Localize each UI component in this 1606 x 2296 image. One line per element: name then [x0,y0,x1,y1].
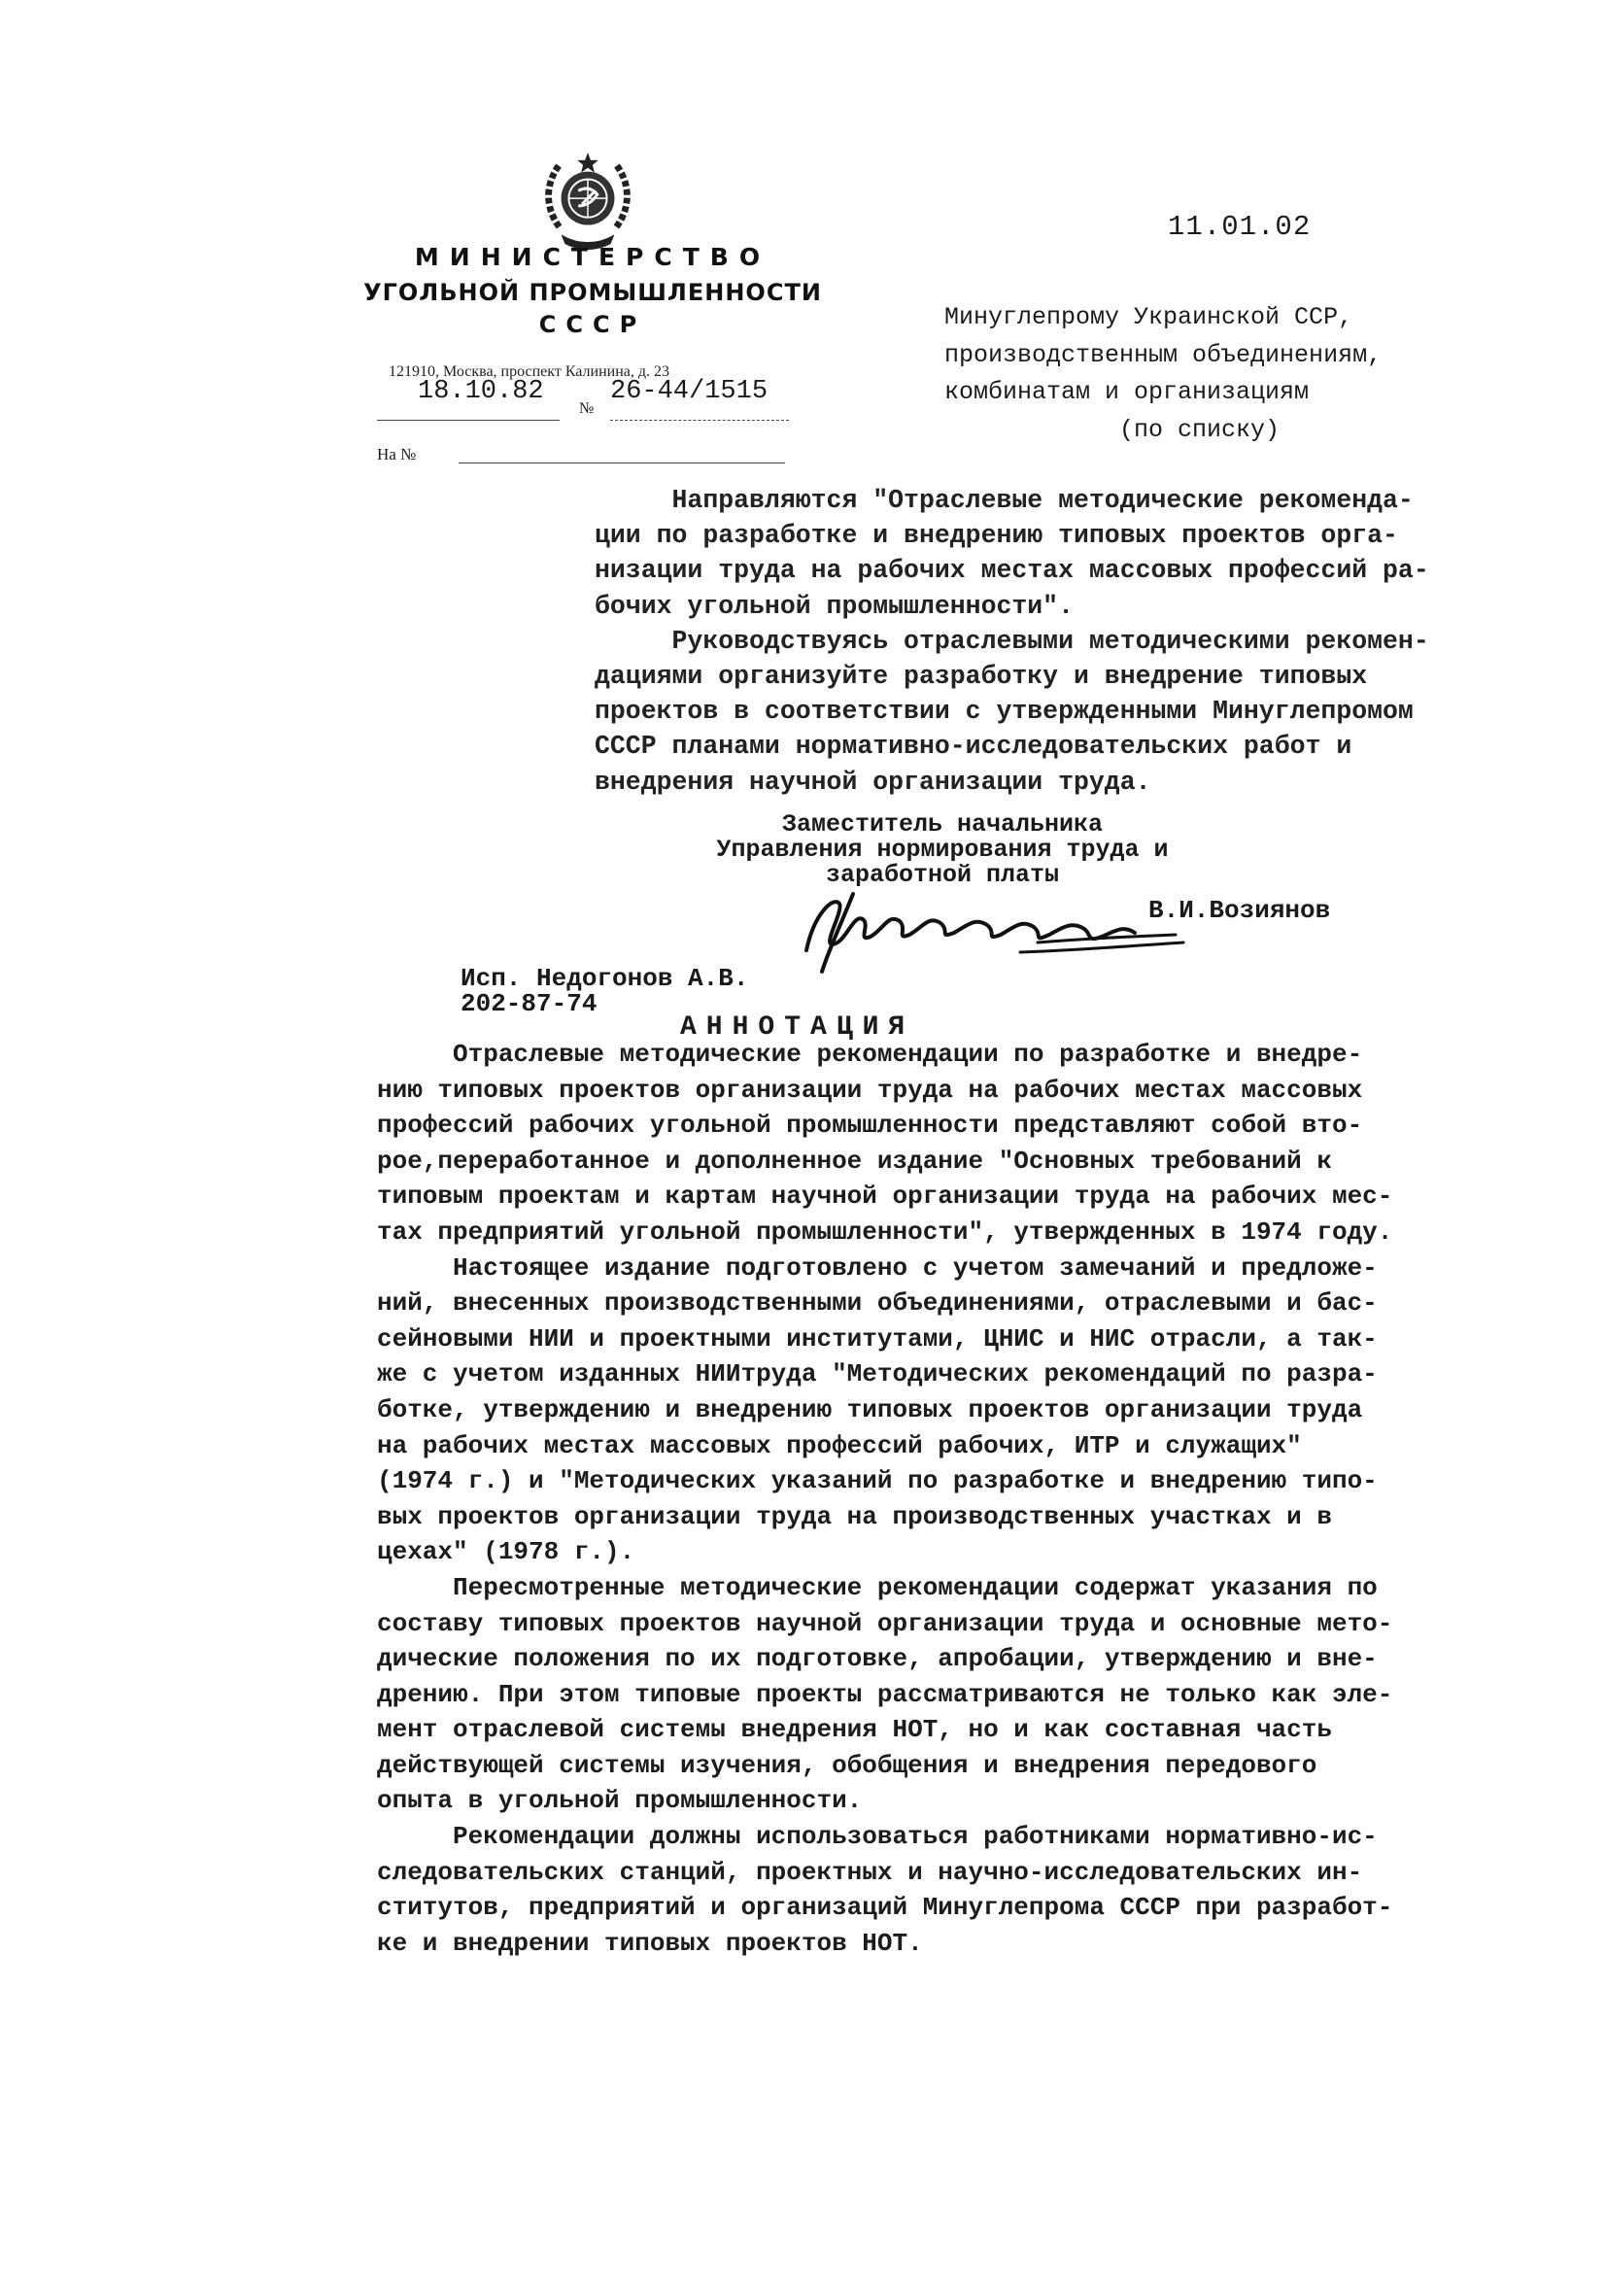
annotation-line: (1974 г.) и "Методических указаний по разработке и внедрению типо- [377,1466,1378,1496]
annotation-line: следовательских станций, проектных и научно-исследовательских ин- [377,1857,1363,1887]
annotation-line: цехах" (1978 г.). [377,1537,635,1567]
annotation-line: Отраслевые методические рекомендации по разработке и внедре- [377,1040,1363,1069]
signatory-name: В.И.Возиянов [1148,896,1331,925]
annotation-line: сейновыми НИИ и проектными институтами, ЦНИС и НИС отрасли, а так- [377,1323,1378,1354]
annotation-line: дические положения по их подготовке, апробации, утверждению и вне- [377,1644,1378,1674]
annotation-heading: АННОТАЦИЯ [680,1012,915,1043]
annotation-line: тах предприятий угольной промышленности", утвержденных в 1974 году. [377,1217,1393,1247]
number-underline [610,420,789,421]
signatory-title-line: заработной платы [825,861,1060,889]
annotation-line: вых проектов организации труда на производственных участках и в [377,1501,1332,1531]
letter-line: внедрения научной организации труда. [595,767,1151,797]
addressee-line: производственным объединениям, [944,340,1383,369]
number-sign: № [579,400,595,417]
letter-line: низации труда на рабочих местах массовых профессий ра- [595,556,1429,586]
annotation-line: профессий рабочих угольной промышленности представляют собой вто- [377,1111,1363,1141]
signatory-title-line: Управления нормирования труда и [716,836,1169,864]
executor-phone: 202-87-74 [461,989,598,1018]
annotation-line: действующей системы изучения, обобщения и внедрения передового [377,1750,1317,1780]
annotation-line: Рекомендации должны использоваться работниками нормативно-ис- [377,1822,1378,1852]
annotation-line: Настоящее издание подготовлено с учетом замечаний и предложе- [377,1252,1378,1283]
annotation-line: Пересмотренные методические рекомендации содержат указания по [377,1572,1378,1602]
annotation-line: ботке, утверждению и внедрению типовых проектов организации труда [377,1394,1363,1424]
ministry-country: СССР [538,311,647,338]
annotation-line: же с учетом изданных НИИтруда "Методических рекомендаций по разра- [377,1359,1378,1389]
letter-line: дациями организуйте разработку и внедрение типовых [595,662,1368,692]
ministry-address: 121910, Москва, проспект Калинина, д. 23 [389,363,670,380]
letter-date: 18.10.82 [418,377,544,406]
annotation-line: мент отраслевой системы внедрения НОТ, но и как составная часть [377,1715,1332,1745]
addressee-line: комбинатам и организациям [944,378,1310,406]
document-code: 11.01.02 [1168,211,1312,243]
annotation-line: на рабочих местах массовых профессий рабочих, ИТР и служащих" [377,1430,1302,1460]
letter-line: ции по разработке и внедрению типовых проектов орга- [595,521,1398,551]
signatory-title-line: Заместитель начальника [781,810,1104,839]
outgoing-number: 26-44/1515 [610,377,769,406]
letter-line: проектов в соответствии с утвержденными Минуглепромом [595,697,1414,727]
reference-label: На № [377,445,417,463]
addressee-line: (по списку) [944,415,1281,444]
annotation-line: ке и внедрении типовых проектов НОТ. [377,1928,923,1958]
letter-body [595,483,1429,800]
ministry-branch: УГОЛЬНОЙ ПРОМЫШЛЕННОСТИ [363,279,822,306]
annotation-body [377,1037,1392,1961]
letter-line: бочих угольной промышленности". [595,591,1074,621]
annotation-line: опыта в угольной промышленности. [377,1786,863,1816]
executor-block [461,966,748,1016]
addressee-block [944,299,1382,449]
annotation-line: рое,переработанное и дополненное издание "Основных требований к [377,1146,1332,1176]
letter-line: Направляются "Отраслевые методические рекоменда- [595,486,1414,515]
handwritten-signature [795,874,1203,981]
annotation-line: дрению. При этом типовые проекты рассматриваются не только как эле- [377,1679,1393,1709]
annotation-line: нию типовых проектов организации труда на рабочих местах массовых [377,1075,1363,1105]
addressee-line: Минуглепрому Украинской ССР, [944,303,1353,331]
letter-line: СССР планами нормативно-исследовательских работ и [595,732,1352,762]
annotation-line: ститутов, предприятий и организаций Минуглепрома СССР при разработ- [377,1893,1393,1923]
date-underline [377,420,560,421]
annotation-line: ний, внесенных производственными объединениями, отраслевыми и бас- [377,1288,1378,1319]
ussr-coat-of-arms-icon [540,151,635,256]
annotation-line: составу типовых проектов научной организации труда и основные мето- [377,1608,1393,1638]
executor-name: Исп. Недогонов А.В. [461,964,749,993]
ministry-title: МИНИСТЕРСТВО [414,243,771,271]
letter-line: Руководствуясь отраслевыми методическими рекомен- [595,626,1429,656]
annotation-line: типовым проектам и картам научной организации труда на рабочих мес- [377,1182,1393,1212]
